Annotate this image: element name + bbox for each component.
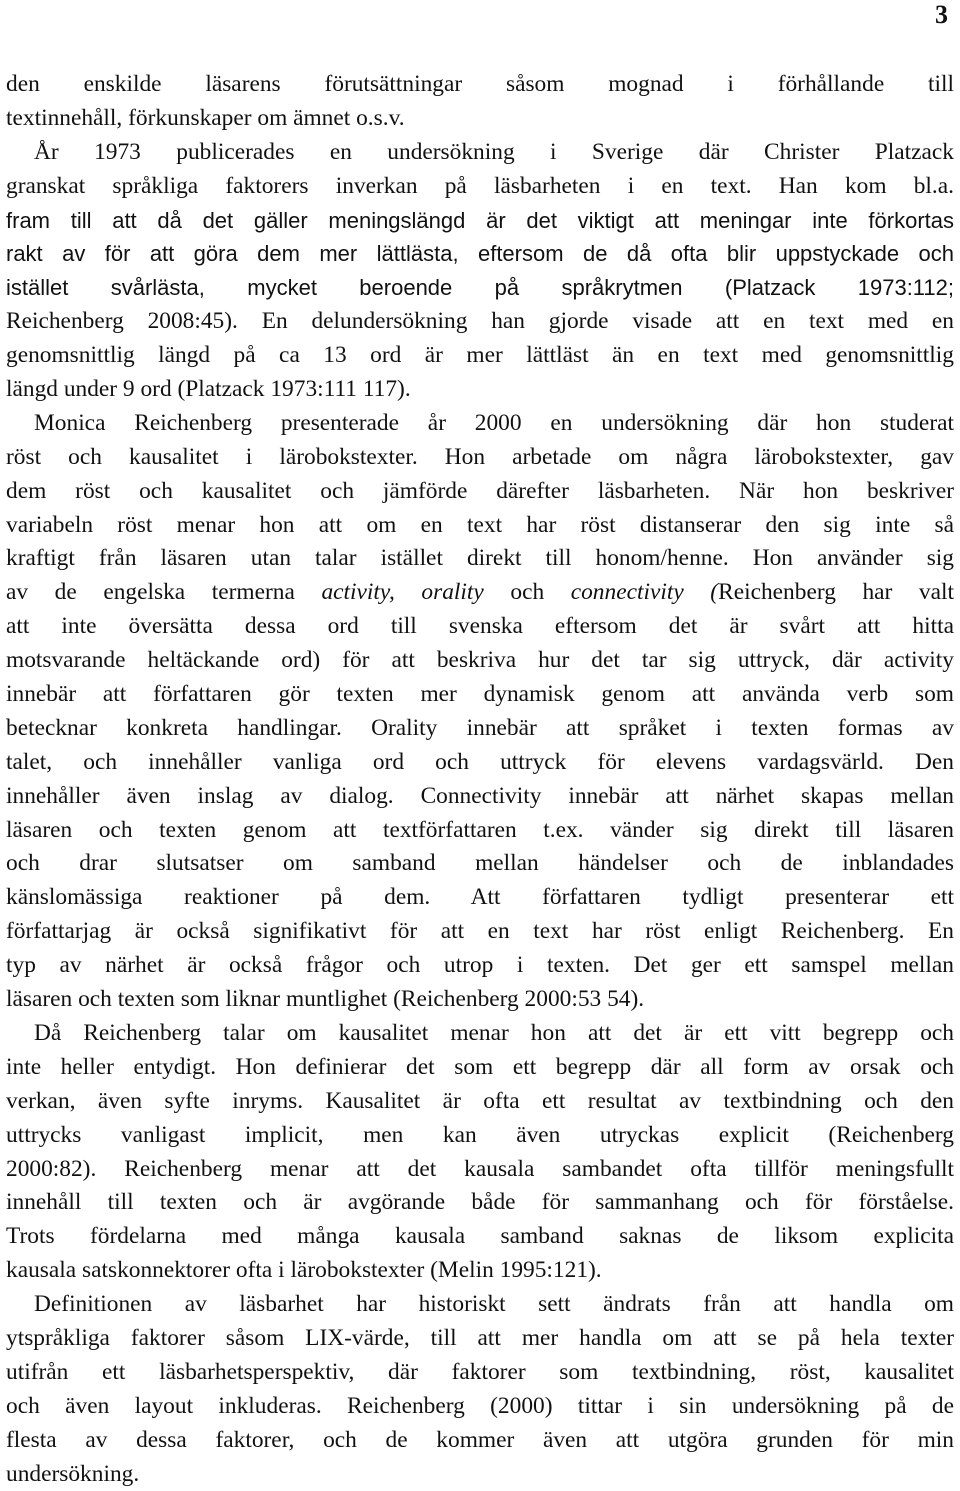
- italic-term: activity, orality: [321, 579, 484, 606]
- text-line: fram till att då det gäller meningslängd är det viktigt att meningar inte förkortas: [6, 207, 954, 233]
- text-line: längd under 9 ord (Platzack 1973:111 117).: [6, 376, 411, 403]
- text-line: betecknar konkreta handlingar. Orality innebär att språket i texten formas av: [6, 714, 954, 741]
- document-body: [6, 68, 954, 1491]
- text-line: År 1973 publicerades en undersökning i Sverige där Christer Platzack: [34, 138, 954, 165]
- text-line: textinnehåll, förkunskaper om ämnet o.s.v.: [6, 104, 405, 131]
- text-line: undersökning.: [6, 1460, 140, 1487]
- text-line: innebär att författaren gör texten mer dynamisk genom att använda verb som: [6, 681, 954, 708]
- text-line: Reichenberg 2008:45). En delundersökning han gjorde visade att en text med en: [6, 308, 954, 335]
- text-line: motsvarande heltäckande ord) för att beskriva hur det tar sig uttryck, där activity: [6, 647, 954, 674]
- text-line: istället svårlästa, mycket beroende på språkrytmen (Platzack 1973:112;: [6, 275, 954, 301]
- text-line: känslomässiga reaktioner på dem. Att författaren tydligt presenterar ett: [6, 884, 954, 911]
- text-line: Trots fördelarna med många kausala samband saknas de liksom explicita: [6, 1223, 954, 1250]
- text-line: typ av närhet är också frågor och utrop i texten. Det ger ett samspel mellan: [6, 952, 954, 979]
- text-line: och drar slutsatser om samband mellan händelser och de inblandades: [6, 850, 954, 877]
- text-line: den enskilde läsarens förutsättningar såsom mognad i förhållande till: [6, 71, 954, 97]
- text-line: rakt av för att göra dem mer lättlästa, eftersom de då ofta blir uppstyckade och: [6, 241, 954, 267]
- italic-term: connectivity (: [570, 579, 719, 606]
- text-line: Definitionen av läsbarhet har historiskt sett ändrats från att handla om: [34, 1291, 954, 1318]
- text-line: kraftigt från läsaren utan talar istället direkt till honom/henne. Hon använder sig: [6, 545, 954, 572]
- text-line: att inte översätta dessa ord till svenska eftersom det är svårt att hitta: [6, 613, 954, 640]
- plain-text: Reichenberg har valt: [718, 579, 954, 606]
- text-line: verkan, även syfte inryms. Kausalitet är ofta ett resultat av textbindning och den: [6, 1087, 954, 1114]
- text-line: kausala satskonnektorer ofta i lärobokstexter (Melin 1995:121).: [6, 1257, 602, 1284]
- text-line: utifrån ett läsbarhetsperspektiv, där faktorer som textbindning, röst, kausalitet: [6, 1358, 954, 1385]
- text-line: granskat språkliga faktorers inverkan på läsbarheten i en text. Han kom bl.a.: [6, 172, 954, 199]
- plain-text: av de engelska termerna: [6, 579, 322, 606]
- text-line: läsaren och texten genom att textförfattaren t.ex. vänder sig direkt till läsaren: [6, 816, 954, 843]
- text-line: författarjag är också signifikativt för att en text har röst enligt Reichenberg. En: [6, 918, 954, 945]
- text-line: innehåller även inslag av dialog. Connectivity innebär att närhet skapas mellan: [6, 782, 954, 809]
- text-line: Då Reichenberg talar om kausalitet menar hon att det är ett vitt begrepp och: [34, 1019, 954, 1046]
- text-line: röst och kausalitet i lärobokstexter. Hon arbetade om några lärobokstexter, gav: [6, 443, 954, 470]
- text-line-with-italics: [6, 576, 954, 610]
- text-line: flesta av dessa faktorer, och de kommer även att utgöra grunden för min: [6, 1426, 954, 1453]
- text-line: variabeln röst menar hon att om en text har röst distanserar den sig inte så: [6, 511, 954, 538]
- text-line: inte heller entydigt. Hon definierar det som ett begrepp där all form av orsak och: [6, 1053, 954, 1080]
- text-line: genomsnittlig längd på ca 13 ord är mer lättläst än en text med genomsnittlig: [6, 342, 954, 369]
- text-line: ytspråkliga faktorer såsom LIX-värde, till att mer handla om att se på hela texter: [6, 1324, 954, 1351]
- plain-text: och: [483, 579, 571, 606]
- text-line: Monica Reichenberg presenterade år 2000 en undersökning där hon studerat: [34, 409, 954, 436]
- page-number: 3: [935, 0, 948, 29]
- text-line: uttrycks vanligast implicit, men kan även utryckas explicit (Reichenberg: [6, 1121, 954, 1148]
- text-line: 2000:82). Reichenberg menar att det kausala sambandet ofta tillför meningsfullt: [6, 1155, 954, 1182]
- text-line: dem röst och kausalitet och jämförde därefter läsbarheten. När hon beskriver: [6, 477, 954, 504]
- text-line: läsaren och texten som liknar muntlighet (Reichenberg 2000:53 54).: [6, 986, 645, 1013]
- text-line: talet, och innehåller vanliga ord och uttryck för elevens vardagsvärld. Den: [6, 748, 954, 775]
- text-line: och även layout inkluderas. Reichenberg (2000) tittar i sin undersökning på de: [6, 1392, 954, 1419]
- text-line: innehåll till texten och är avgörande både för sammanhang och för förståelse.: [6, 1189, 954, 1216]
